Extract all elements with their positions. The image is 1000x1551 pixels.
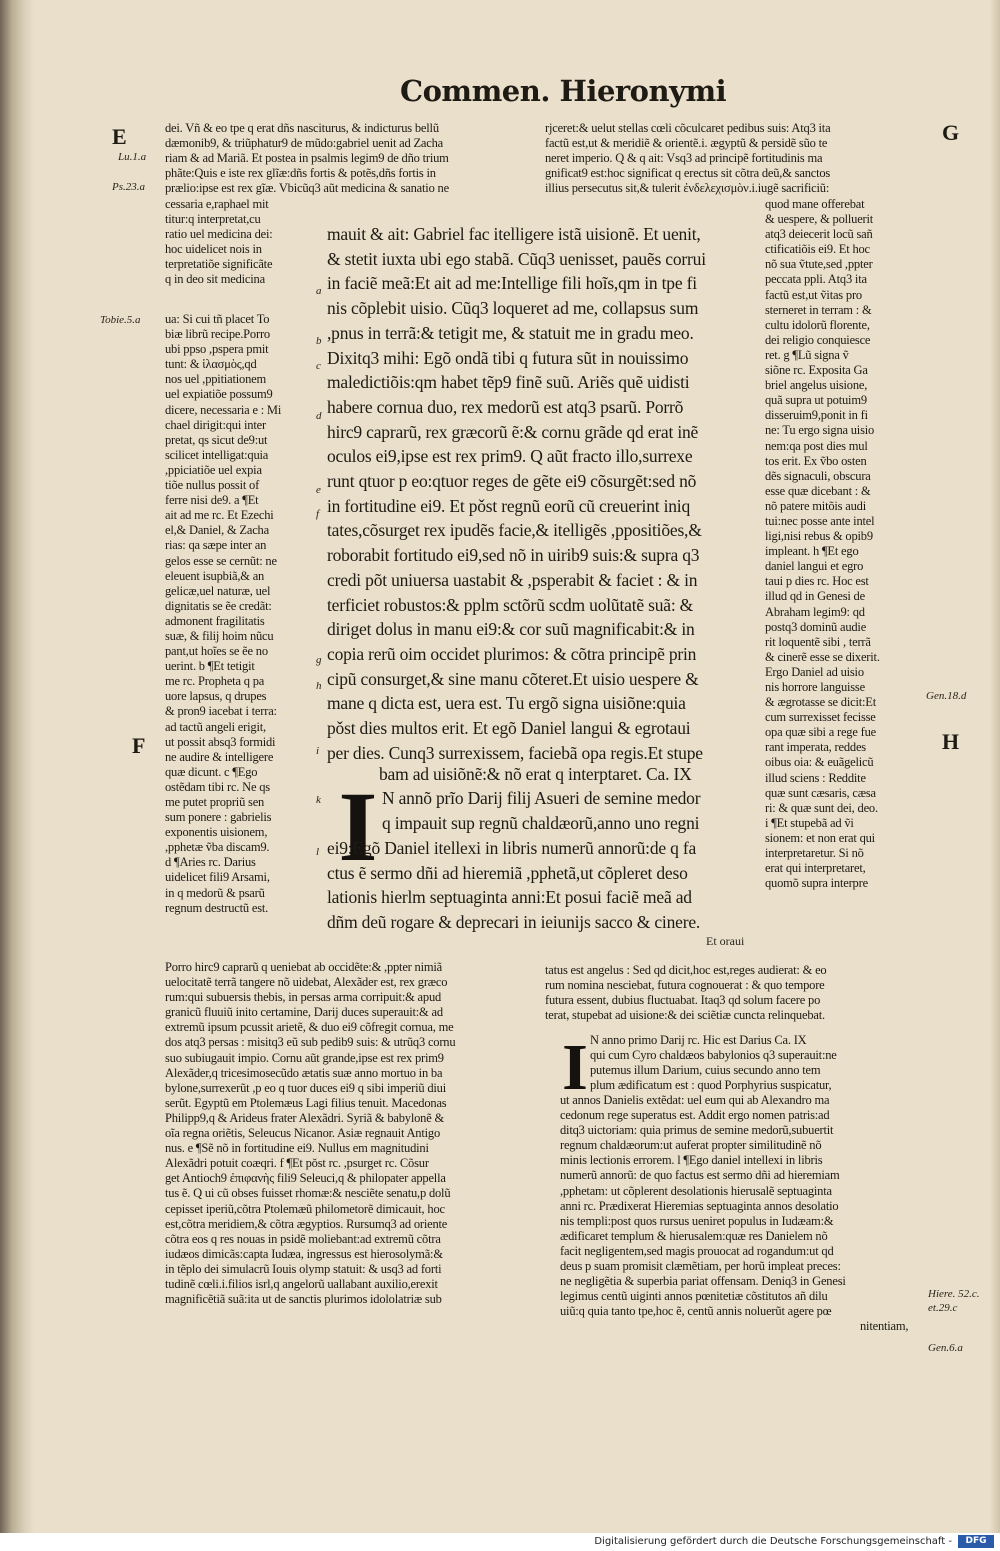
text-line: copia rerũ oim occidet plurimos: & cõtra principẽ prin — [327, 643, 697, 664]
text-line: putemus illum Darium, cuius secundo anno tem — [590, 1063, 821, 1078]
text-line: quæ dicunt. c ¶Ego — [165, 764, 258, 779]
text-line: runt qtuor p eo:qtuor reges de gẽte ei9 cõsurgẽt:sed nõ — [327, 471, 697, 492]
text-line: serũt. Egyptũ em Ptolemæus Lagi filius tenuit. Macedonas — [165, 1095, 447, 1110]
text-line: peccata ppli. Atq3 ita — [765, 272, 867, 287]
text-line: & uespere, & polluerit — [765, 212, 874, 227]
text-line: nis horrore languisse — [765, 680, 865, 694]
dfg-logo: DFG — [958, 1535, 994, 1548]
text-line: exponentis uisionem, — [165, 825, 268, 840]
text-line: disseruim9,ponit in fi — [765, 408, 868, 423]
line-marker: c — [316, 360, 321, 372]
section-letter-h: H — [942, 729, 960, 754]
text-line: illius persecutus sit,& tulerit ἐνδελεχισμὸν.i.iugẽ sacrificiũ: — [545, 181, 830, 196]
text-line: ua: Si cui tñ placet To — [165, 312, 270, 326]
text-line: in faciẽ meã:Et ait ad me:Intellige fili hoĩs,qm in tpe fi — [327, 273, 697, 294]
text-line: riam & ad Mariã. Et postea in psalmis legim9 de dño trium — [165, 151, 449, 166]
text-line: terat, stupebat ad uisione:& dei sciẽtiæ cuncta relinquebat. — [545, 1008, 825, 1023]
text-line: nos uel ,ppitiationem — [165, 372, 266, 387]
text-line: ubi ppso ,pspera pmit — [165, 342, 269, 357]
text-line: get Antioch9 ἐπιφανὴς fili9 Seleuci,q & philopater appella — [165, 1171, 446, 1186]
text-line: cipũ consurget,& sine manu cõteret.Et uisio uespere & — [327, 668, 699, 689]
book-gutter-shadow — [0, 0, 34, 1551]
text-line: tiõe nullus possit of — [165, 478, 260, 493]
text-line: nitentiam, — [860, 1319, 909, 1334]
text-line: & cinerẽ esse se dixerit. — [765, 649, 880, 664]
text-line: cedonum rege superatus est. Addit ergo nomen patris:ad — [560, 1108, 830, 1123]
text-line: dæmonib9, & triũphatur9 de mũdo:gabriel uenit ad Zacha — [165, 136, 444, 151]
text-line: ad tactũ angeli erigit, — [165, 719, 266, 734]
text-line: suæ, & filij hoim nũcu — [165, 628, 274, 643]
text-line: est,cõtra meridiem,& cõtra ægyptios. Rursumq3 ad oriente — [165, 1216, 448, 1231]
margin-note-jeremiah-29: et.29.c — [928, 1302, 958, 1314]
text-line: Abraham legim9: qd — [765, 604, 865, 619]
text-line: tudinẽ cœli.i.filios isrl,q angelorũ uallabant auxilio,erexit — [165, 1276, 438, 1291]
text-line: uerint. b ¶Et tetigit — [165, 659, 255, 674]
text-line: magnificẽtiã suã:ita ut de sanctis plurimos idololatriæ sub — [165, 1292, 442, 1307]
text-line: nus. e ¶Sẽ nõ in fortitudine ei9. Nullus em magnitudini — [165, 1141, 429, 1156]
text-line: biæ librũ recipe.Porro — [165, 327, 270, 342]
text-line: quæ sunt cæsaris, cæsa — [765, 785, 876, 800]
text-line: factũ est,ut & meridiẽ & orientẽ.i. ægyptũ & persidẽ sũo te — [545, 136, 828, 151]
line-marker: k — [316, 794, 321, 806]
line-marker: i — [316, 745, 320, 757]
text-line: illud qd in Genesi de — [765, 589, 865, 604]
text-line: dei. Vñ & eo tpe q erat dñs nasciturus, & indicturus bellũ — [165, 121, 439, 135]
text-line: quomõ supra interpre — [765, 876, 868, 891]
text-line: ne: Tu ergo signa uisio — [765, 423, 875, 438]
text-line: dei religio conquiesce — [765, 332, 871, 347]
text-line: in tẽplo dei simulacrũ Iouis olymp statuit: & usq3 ad forti — [165, 1261, 442, 1276]
text-line: nõ patere mitõis audi — [765, 498, 866, 513]
text-line: sionem: et non erat qui — [765, 830, 875, 845]
text-line: cessaria e,raphael mit — [165, 197, 269, 211]
text-line: facit negligentem,sed magis prouocat ad rogandum:ut qd — [560, 1243, 834, 1258]
text-line: & pron9 iacebat i terra: — [165, 704, 277, 719]
text-line: scilicet intelligat:quia — [165, 447, 269, 462]
catchword: Et oraui — [706, 934, 745, 948]
text-line: pant,ut hoĩes se ẽe no — [165, 644, 268, 659]
main-text-daniel-9 — [327, 836, 757, 935]
text-line: q impauit sup regnũ chaldæorũ,anno uno regni — [382, 812, 700, 833]
text-line: hirc9 caprarũ, rex græcorũ ẽ:& cornu grãde qd erat inẽ — [327, 421, 699, 442]
text-line: minis lectionis errorem. l ¶Ego daniel intellexi in libris — [560, 1153, 823, 1168]
decorated-initial-i-small: I — [562, 1031, 588, 1104]
text-line: futura essent, dubius fluctuabat. Itaq3 qd solum facere po — [545, 993, 821, 1008]
text-line: nem:qa post dies mul — [765, 438, 868, 453]
text-line: N anno primo Darij rc. Hic est Darius Ca. IX — [590, 1033, 807, 1047]
text-line: dos atq3 persas : misitq3 eũ sub pedib9 suis: & utrũq3 cornu — [165, 1035, 456, 1050]
margin-note-luke: Lu.1.a — [118, 151, 147, 163]
text-line: numerũ annorũ: de quo factus est sermo dñi ad hieremiam — [560, 1168, 840, 1183]
text-line: cum surrexisset fecisse — [765, 710, 876, 725]
text-line: terficiet robustos:& pplm sctõrũ scdm uolũtatẽ suã: & — [327, 594, 694, 615]
text-line: uiũ:q quia tanto tpe,hoc ẽ, centũ annis noluerũt agere pœ — [560, 1304, 832, 1319]
line-marker: f — [316, 508, 320, 520]
text-line: nis templi:post quos rursus ueniret populus in Iudæam:& — [560, 1213, 834, 1228]
text-line: rias: qa sæpe inter an — [165, 538, 267, 553]
text-line: bylone,surrexerũt ,p eo q tuor duces ei9 q sibi imperiũ diui — [165, 1080, 446, 1095]
text-line: uidelicet fili9 Arsami, — [165, 870, 270, 885]
text-line: opa quæ sibi a rege fue — [765, 725, 876, 740]
text-line: lationis hierlm septuaginta anni:Et posui faciẽ meã ad — [327, 887, 692, 908]
section-letter-g: G — [942, 120, 960, 145]
text-line: per dies. Cunq3 surrexissem, faciebã opa regis.Et stupe — [327, 742, 703, 763]
text-line: d ¶Aries rc. Darius — [165, 855, 256, 870]
commentary-bottom-right-indented — [590, 1033, 925, 1093]
text-line: gnificat9 est:hoc significat q erectus sit cõtra deũ,& sanctos — [545, 166, 831, 181]
line-marker: b — [316, 335, 322, 347]
text-line: quã supra ut potuim9 — [765, 393, 867, 408]
text-line: nõ sua ṽtute,sed ,ppter — [765, 257, 873, 272]
text-line: gelos esse se cernũt: ne — [165, 553, 277, 568]
line-marker: a — [316, 285, 322, 297]
text-line: habere cornua duo, rex medorũ est atq3 psarũ. Porrõ — [327, 396, 684, 417]
text-line: oculos ei9,ipse est rex prim9. Q aũt fracto illo,surrexe — [327, 446, 693, 467]
text-line: ,pnus in terrã:& tetigit me, & statuit me in gradu meo. — [327, 322, 694, 343]
text-line: prælio:ipse est rex gĩæ. Vbicũq3 aũt medicina & sanatio ne — [165, 181, 449, 196]
text-line: gelicæ,uel naturæ, uel — [165, 583, 271, 598]
commentary-bottom-left — [165, 960, 537, 1307]
text-line: ligi,nisi rebus & opib9 — [765, 529, 873, 544]
text-line: legimus centũ uiginti annos pœnitetiæ cõstitutos añ dilu — [560, 1289, 828, 1304]
text-line: impleant. h ¶Et ego — [765, 544, 859, 559]
text-line: granicũ fluuiũ inito certamine, Darij duces superauit:& ad — [165, 1005, 443, 1020]
text-line: extremũ ipsum pcussit arietẽ, & duo ei9 cõfregit cornua, me — [165, 1020, 454, 1035]
text-line: ,pphetam: ut cõplerent desolationis hierusalẽ septuaginta — [560, 1183, 832, 1198]
decorated-initial-i: I — [338, 771, 378, 882]
text-line: rum nomina nesciebat, futura cognouerat : & quo tempore — [545, 978, 825, 993]
text-line: Alexãder,q tricesimosecũdo ætatis suæ anno mortuo in ba — [165, 1065, 443, 1080]
text-line: Alexãdri potuit coæqri. f ¶Et pǒst rc. ,psurget rc. Cõsur — [165, 1156, 429, 1171]
text-line: dñm deũ rogare & deprecari in ieiunijs sacco & cinere. — [327, 912, 701, 933]
text-line: regnum destructũ est. — [165, 900, 269, 915]
text-line: suo subiugauit impio. Cornu aũt grande,ipse est rex prim9 — [165, 1050, 444, 1065]
text-line: pretat, qs sicut de9:ut — [165, 432, 268, 447]
text-line: esse quæ dicebant : & — [765, 483, 871, 498]
text-line: maledictiõis:qm habet tẽp9 finẽ suũ. Ariẽs quẽ uidisti — [327, 372, 690, 393]
text-line: ctificatiõis ei9. Et hoc — [765, 242, 870, 257]
text-line: phãte:Quis e iste rex glĩæ:dñs fortis & potẽs,dñs fortis in — [165, 166, 436, 181]
text-line: pǒst dies multos erit. Et egõ Daniel langui & egrotaui — [327, 718, 691, 739]
text-line: & stetit iuxta ubi ego stabã. Cũq3 uenisset, pauẽs corrui — [327, 248, 706, 269]
line-marker: g — [316, 654, 322, 666]
text-line: ne audire & intelligere — [165, 749, 274, 764]
text-line: dicere, necessaria e : Mi — [165, 402, 282, 417]
text-line: ri: & quæ sunt dei, deo. — [765, 800, 878, 815]
commentary-left-column-intro — [165, 197, 313, 288]
text-line: Philipp9,q & Arideus frater Alexãdri. Syriã & babylonẽ & — [165, 1110, 445, 1125]
text-line: neret imperio. Q & q ait: Vsq3 ad principẽ fortitudinis ma — [545, 151, 823, 166]
text-line: cõtra eos q res nouas in psidẽ moliebant:ad extremũ cõtra — [165, 1231, 441, 1246]
margin-note-tobit: Tobie.5.a — [100, 314, 141, 326]
text-line: ,pphetæ ṽba discam9. — [165, 840, 270, 855]
margin-note-genesis-18: Gen.18.d — [926, 690, 967, 702]
text-line: mauit & ait: Gabriel fac itelligere istã uisionẽ. Et uenit, — [327, 224, 701, 244]
text-line: ne negligẽtia & superbia pariat offensam. Deniq3 in Genesi — [560, 1274, 846, 1289]
text-line: Dixitq3 mihi: Egõ ondã tibi q futura sũt in nouissimo — [327, 347, 689, 368]
text-line: deus p suam promisit clæmẽtiam, per horũ impleat preces: — [560, 1259, 841, 1274]
text-line: taui p dies rc. Hoc est — [765, 574, 869, 589]
text-line: el,& Daniel, & Zacha — [165, 523, 269, 538]
text-line: atq3 deiecerit locũ sañ — [765, 227, 873, 242]
text-line: Ergo Daniel ad uisio — [765, 664, 864, 679]
text-line: regnum chaldæorum:ut auferat propter similitudinẽ nõ — [560, 1138, 822, 1153]
text-line: oibus oia: & euãgelicũ — [765, 755, 874, 770]
text-line: terpretatiõe significãte — [165, 257, 273, 272]
text-line: ut possit absq3 formidi — [165, 734, 276, 749]
text-line: erat qui interpretaret, — [765, 861, 866, 876]
text-line: rant imperata, reddes — [765, 740, 866, 755]
text-line: dẽs signaculi, obscura — [765, 468, 871, 483]
margin-note-jeremiah: Hiere. 52.c. — [928, 1288, 980, 1300]
text-line: ostẽdam tibi rc. Ne qs — [165, 779, 270, 794]
margin-note-psalm: Ps.23.a — [112, 181, 145, 193]
text-line: me putet propriũ sen — [165, 795, 265, 809]
text-line: sum ponere : gabrielis — [165, 810, 272, 825]
text-line: q in deo sit medicina — [165, 272, 265, 287]
text-line: illud sciens : Reddite — [765, 770, 866, 785]
text-line: in fortitudine ei9. Et pǒst regnũ eorũ cũ creuerint iniq — [327, 495, 690, 516]
text-line: rum:qui subuersis thebis, in persas arma corripuit:& apud — [165, 990, 442, 1005]
text-line: anni rc. Prædixerat Hieremias septuaginta annos desolatio — [560, 1198, 839, 1213]
text-line: ait ad me rc. Et Ezechi — [165, 508, 274, 523]
commentary-left-column — [165, 312, 313, 916]
text-line: factũ est,ut ṽitas pro — [765, 287, 862, 302]
text-line: tui:nec posse ante intel — [765, 513, 875, 528]
page-right-edge — [990, 0, 1000, 1551]
text-line: nis cõplebit uisio. Cũq3 loqueret ad me, collapsus sum — [327, 298, 699, 319]
text-line: ferre nisi de9. a ¶Et — [165, 493, 259, 508]
text-line: N annõ prĩo Darij filij Asueri de semine medor — [382, 788, 701, 808]
text-line: quod mane offerebat — [765, 197, 865, 211]
text-line: mane q dicta est, uera est. Tu ergõ signa uisiõne:quia — [327, 693, 686, 714]
section-letter-f: F — [132, 733, 146, 758]
text-line: chael dirigit:qui inter — [165, 417, 266, 432]
text-line: plum ædificatum est : quod Porphyrius suspicatur, — [590, 1078, 832, 1093]
text-line: ,ppiciatiõe uel expia — [165, 462, 262, 477]
main-text-daniel-9-indented — [382, 786, 757, 835]
page-title: Commen. Hieronymi — [400, 74, 727, 108]
text-line: ret. g ¶Lũ signa ṽ — [765, 347, 849, 362]
text-line: ditq3 uictoriam: quia primus de semine medorũ,subuertit — [560, 1123, 834, 1138]
footer-credit: Digitalisierung gefördert durch die Deutsche Forschungsgemeinschaft - — [594, 1536, 952, 1547]
line-marker: e — [316, 484, 321, 496]
text-line: qui cum Cyro chaldæos babylonios q3 superauit:ne — [590, 1048, 837, 1063]
text-line: tates,cõsurget rex ipudẽs facie,& itelligẽs ,ppositiões,& — [327, 520, 702, 541]
text-line: daniel langui et egro — [765, 559, 864, 574]
commentary-top-left — [165, 121, 537, 196]
text-line: roborabit fortitudo ei9,sed nõ in uirib9 suis:& supra q3 — [327, 545, 700, 566]
text-line: ctus ẽ sermo dñi ad hieremiã ,pphetã,ut cõpleret deso — [327, 862, 688, 883]
text-line: rjceret:& uelut stellas cœli cõculcaret pedibus suis: Atq3 ita — [545, 121, 831, 135]
commentary-top-right — [545, 121, 925, 196]
commentary-bottom-right — [560, 1093, 925, 1335]
text-line: diriget dolus in manu ei9:& cor suũ magnificabit:& in — [327, 619, 695, 640]
text-line: dignitatis se ẽe credãt: — [165, 598, 272, 613]
text-line: oĩa regna oriẽtis, Seleucus Nicanor. Asiæ regnauit Antigo — [165, 1126, 441, 1141]
text-line: admonent fragilitatis — [165, 613, 265, 628]
text-line: uelocitatẽ terrã tangere nõ uidebat, Alexãder est, rex græco — [165, 975, 448, 990]
text-line: cepisset iperiũ,cõtra Ptolemæũ philometorẽ dimicauit, hoc — [165, 1201, 445, 1216]
text-line: interpretaretur. Si nõ — [765, 846, 864, 861]
text-line: ei9:Egõ Daniel itellexi in libris numerũ annorũ:de q fa — [327, 838, 697, 858]
line-marker: d — [316, 410, 322, 422]
text-line: credi põt uniuersa uastabit & ,psperabit & faciet : & in — [327, 569, 698, 590]
text-line: sterneret in terram : & — [765, 302, 872, 317]
main-text-daniel-9-first-line — [327, 762, 757, 787]
text-line: tatus est angelus : Sed qd dicit,hoc est,reges audierat: & eo — [545, 963, 827, 977]
text-line: uore lapsus, q drupes — [165, 689, 267, 704]
text-line: hoc uidelicet nois in — [165, 242, 262, 257]
text-line: titur:q interpretat,cu — [165, 212, 261, 227]
text-line: eleuent isupbiã,& an — [165, 568, 265, 583]
text-line: postq3 dominũ audie — [765, 619, 867, 634]
text-line: ut annos Danielis extẽdat: uel eum qui ab Alexandro ma — [560, 1093, 830, 1107]
text-line: cultu idolorũ florente, — [765, 317, 870, 332]
text-line: rit loquentẽ sibi , terrã — [765, 634, 871, 649]
line-marker: l — [316, 846, 320, 858]
text-line: i ¶Et stupebã ad ṽi — [765, 815, 854, 830]
text-line: briel angelus uisione, — [765, 378, 868, 393]
text-line: tus ẽ. Q ui cũ obses fuisset rhomæ:& nesciẽte senatu,p dolũ — [165, 1186, 451, 1201]
text-line: ratio uel medicina dei: — [165, 227, 273, 242]
line-marker: h — [316, 680, 322, 692]
text-line: uel expiatiõe possum9 — [165, 387, 273, 402]
text-line: bam ad uisiõnẽ:& nõ erat q interptaret. Ca. IX — [379, 764, 692, 784]
text-line: Porro hirc9 caprarũ q ueniebat ab occidẽte:& ,ppter nimiã — [165, 960, 443, 974]
text-line: siõne rc. Exposita Ga — [765, 363, 868, 378]
section-letter-e: E — [112, 124, 127, 149]
text-line: tos erit. Ex ṽbo osten — [765, 453, 867, 468]
text-line: & ægrotasse se dicit:Et — [765, 695, 877, 710]
commentary-bottom-right-intro — [545, 963, 925, 1023]
text-line: ædificaret templum & hierusalem:quæ res Danielem nõ — [560, 1228, 828, 1243]
margin-note-genesis-6: Gen.6.a — [928, 1342, 963, 1354]
text-line: iudæos dimicãs:capta Iudæa, ingressus est hierosolymã:& — [165, 1246, 443, 1261]
text-line: me rc. Propheta q pa — [165, 674, 265, 689]
text-line: tunt: & ἱλασμὸς,qd — [165, 357, 257, 372]
commentary-right-column — [765, 197, 925, 891]
main-text-daniel-8 — [327, 222, 757, 765]
text-line: in q medorũ & psarũ — [165, 885, 265, 900]
